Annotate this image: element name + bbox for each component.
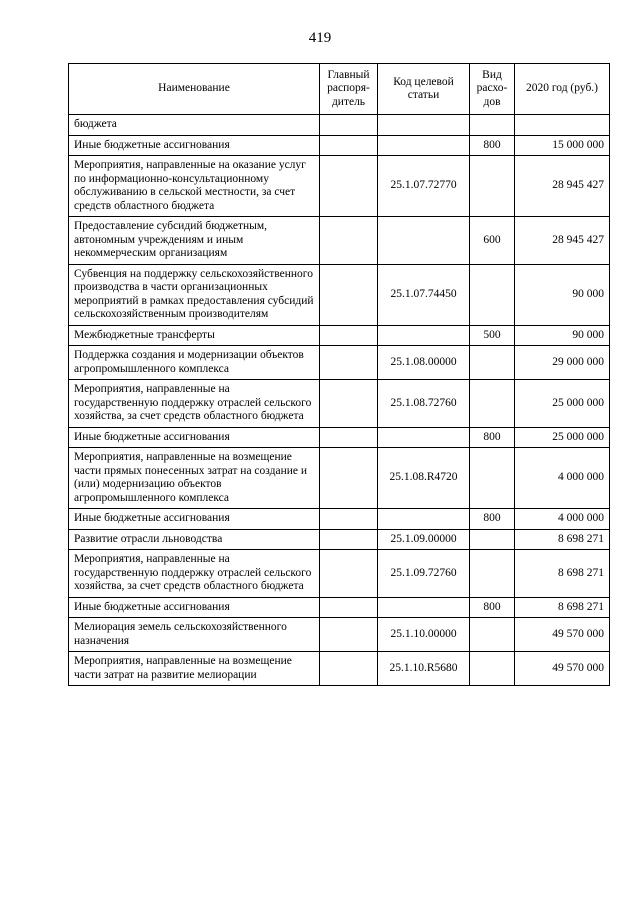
cell-amount: 4 000 000: [515, 448, 610, 509]
cell-target-code: [378, 217, 470, 265]
cell-name: Межбюджетные трансферты: [69, 325, 320, 346]
cell-name: Предоставление субсидий бюджетным, автономным учреждениям и иным некоммерческим организациям: [69, 217, 320, 265]
cell-amount: 15 000 000: [515, 135, 610, 156]
budget-table: [68, 63, 610, 686]
table-body: [69, 115, 610, 686]
table-row: [69, 448, 610, 509]
cell-target-code: [378, 325, 470, 346]
cell-target-code: 25.1.07.74450: [378, 264, 470, 325]
cell-main-manager: [320, 135, 378, 156]
cell-amount: 8 698 271: [515, 597, 610, 618]
table-row: [69, 509, 610, 530]
header-main-manager: Главный распоря-дитель: [320, 64, 378, 115]
cell-expense-type: [470, 652, 515, 686]
cell-name: Мероприятия, направленные на оказание услуг по информационно-консультационному обслуживанию в сельской местности, за счет средств областного бюджета: [69, 156, 320, 217]
cell-main-manager: [320, 652, 378, 686]
cell-main-manager: [320, 264, 378, 325]
cell-name: Мероприятия, направленные на возмещение части затрат на развитие мелиорации: [69, 652, 320, 686]
cell-expense-type: [470, 156, 515, 217]
cell-amount: [515, 115, 610, 136]
cell-main-manager: [320, 380, 378, 428]
cell-main-manager: [320, 217, 378, 265]
cell-name: Иные бюджетные ассигнования: [69, 509, 320, 530]
cell-main-manager: [320, 156, 378, 217]
cell-expense-type: [470, 115, 515, 136]
header-amount: 2020 год (руб.): [515, 64, 610, 115]
table-header: [69, 64, 610, 115]
cell-target-code: 25.1.10.R5680: [378, 652, 470, 686]
cell-name: Поддержка создания и модернизации объектов агропромышленного комплекса: [69, 346, 320, 380]
cell-amount: 25 000 000: [515, 427, 610, 448]
cell-name: Иные бюджетные ассигнования: [69, 135, 320, 156]
cell-expense-type: 600: [470, 217, 515, 265]
cell-target-code: [378, 427, 470, 448]
cell-expense-type: 500: [470, 325, 515, 346]
cell-expense-type: [470, 380, 515, 428]
cell-amount: 90 000: [515, 264, 610, 325]
cell-main-manager: [320, 325, 378, 346]
table-row: [69, 115, 610, 136]
page-number: 419: [308, 30, 332, 46]
cell-expense-type: [470, 448, 515, 509]
cell-amount: 8 698 271: [515, 529, 610, 550]
cell-main-manager: [320, 509, 378, 530]
cell-target-code: [378, 597, 470, 618]
cell-target-code: 25.1.10.00000: [378, 618, 470, 652]
cell-main-manager: [320, 115, 378, 136]
table-row: [69, 380, 610, 428]
table-row: [69, 346, 610, 380]
cell-main-manager: [320, 529, 378, 550]
header-target-code: Код целевой статьи: [378, 64, 470, 115]
cell-target-code: 25.1.08.00000: [378, 346, 470, 380]
table-row: [69, 217, 610, 265]
table-row: [69, 529, 610, 550]
cell-name: Иные бюджетные ассигнования: [69, 427, 320, 448]
cell-name: Мероприятия, направленные на государственную поддержку отраслей сельского хозяйства, за счет средств областного бюджета: [69, 380, 320, 428]
header-name: Наименование: [69, 64, 320, 115]
table-row: [69, 597, 610, 618]
cell-amount: 4 000 000: [515, 509, 610, 530]
cell-name: Развитие отрасли льноводства: [69, 529, 320, 550]
cell-expense-type: [470, 346, 515, 380]
cell-expense-type: 800: [470, 427, 515, 448]
cell-name: бюджета: [69, 115, 320, 136]
cell-target-code: [378, 115, 470, 136]
cell-name: Мелиорация земель сельскохозяйственного назначения: [69, 618, 320, 652]
cell-target-code: 25.1.09.72760: [378, 550, 470, 598]
table-row: [69, 652, 610, 686]
cell-amount: 8 698 271: [515, 550, 610, 598]
cell-amount: 29 000 000: [515, 346, 610, 380]
table-row: [69, 135, 610, 156]
cell-name: Мероприятия, направленные на государственную поддержку отраслей сельского хозяйства, за счет средств областного бюджета: [69, 550, 320, 598]
table-row: [69, 427, 610, 448]
table-row: [69, 618, 610, 652]
cell-amount: 49 570 000: [515, 652, 610, 686]
cell-expense-type: [470, 529, 515, 550]
cell-name: Иные бюджетные ассигнования: [69, 597, 320, 618]
cell-amount: 28 945 427: [515, 156, 610, 217]
cell-target-code: 25.1.07.72770: [378, 156, 470, 217]
cell-main-manager: [320, 346, 378, 380]
table-row: [69, 264, 610, 325]
cell-target-code: [378, 135, 470, 156]
cell-amount: 90 000: [515, 325, 610, 346]
cell-expense-type: 800: [470, 597, 515, 618]
cell-amount: 28 945 427: [515, 217, 610, 265]
cell-main-manager: [320, 618, 378, 652]
cell-name: Субвенция на поддержку сельскохозяйственного производства в части организационных мероприятий в рамках предоставления субсидий сельскохозяйственным производителям: [69, 264, 320, 325]
table-row: [69, 325, 610, 346]
cell-main-manager: [320, 550, 378, 598]
cell-target-code: [378, 509, 470, 530]
cell-name: Мероприятия, направленные на возмещение части прямых понесенных затрат на создание и (или) модернизацию объектов агропромышленного комплекса: [69, 448, 320, 509]
cell-main-manager: [320, 427, 378, 448]
cell-amount: 49 570 000: [515, 618, 610, 652]
cell-amount: 25 000 000: [515, 380, 610, 428]
cell-target-code: 25.1.08.R4720: [378, 448, 470, 509]
cell-target-code: 25.1.09.00000: [378, 529, 470, 550]
table-row: [69, 156, 610, 217]
cell-expense-type: [470, 264, 515, 325]
cell-expense-type: 800: [470, 509, 515, 530]
header-row: [69, 64, 610, 115]
cell-main-manager: [320, 448, 378, 509]
cell-expense-type: [470, 618, 515, 652]
cell-main-manager: [320, 597, 378, 618]
table-row: [69, 550, 610, 598]
header-expense-type: Вид расхо-дов: [470, 64, 515, 115]
cell-target-code: 25.1.08.72760: [378, 380, 470, 428]
cell-expense-type: 800: [470, 135, 515, 156]
cell-expense-type: [470, 550, 515, 598]
